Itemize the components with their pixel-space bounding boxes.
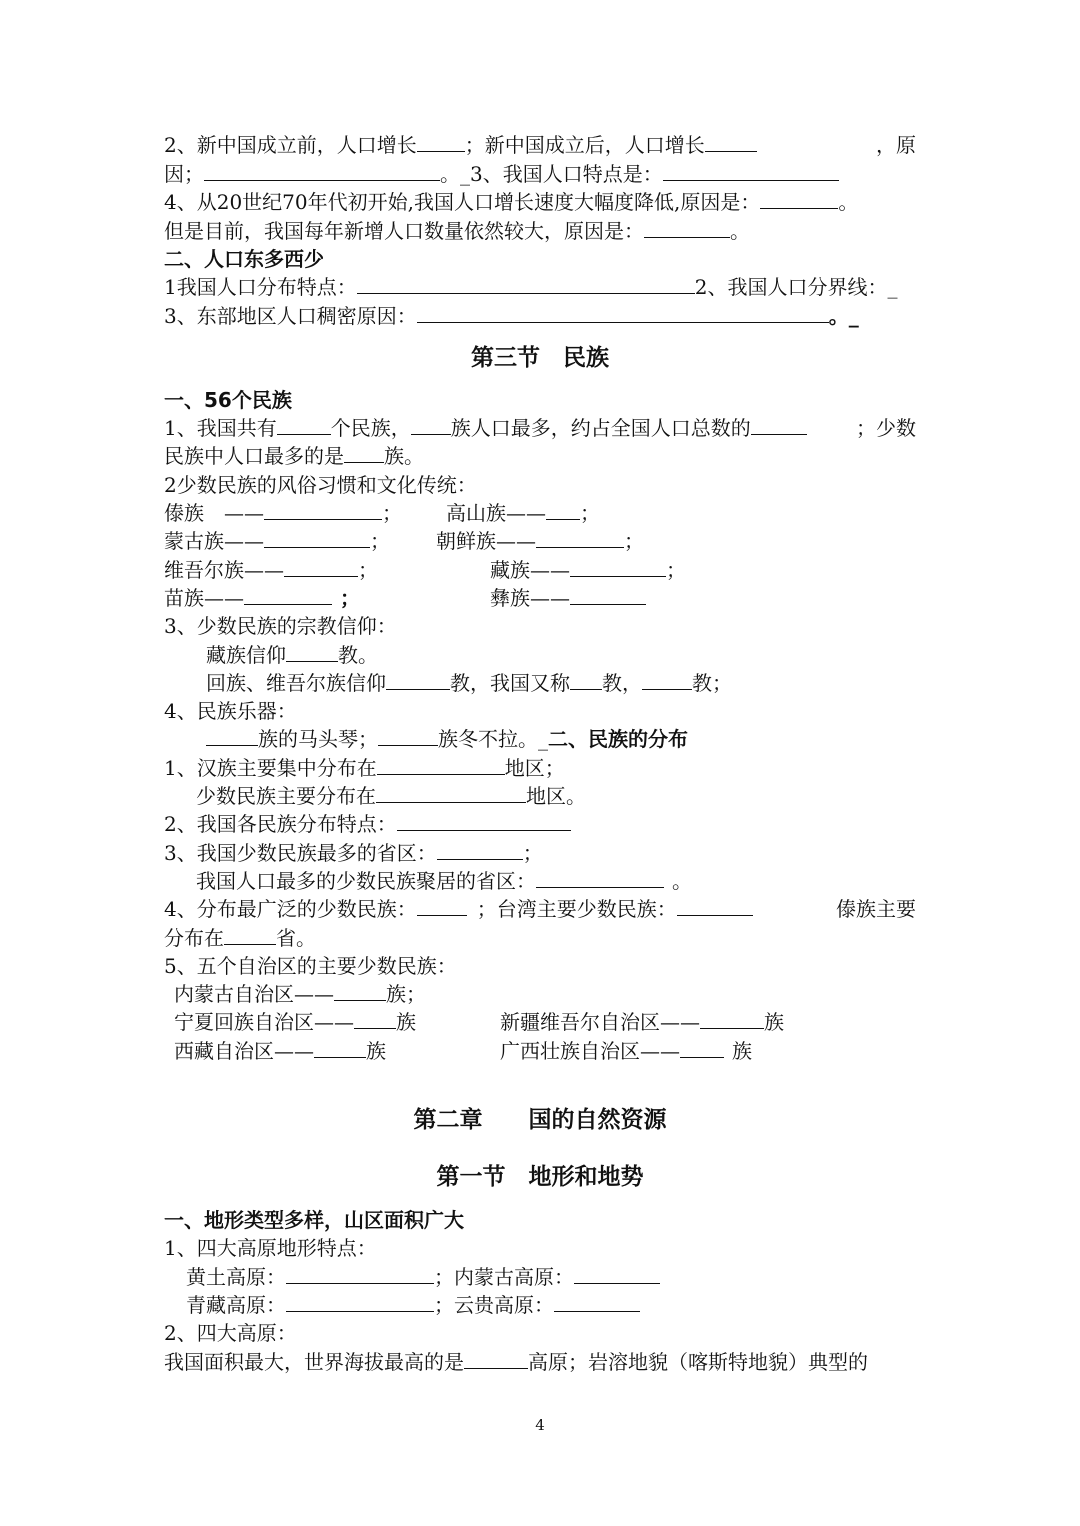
line-instruments: 4、民族乐器： [164,699,297,723]
row-gaoshan [446,499,600,527]
blank[interactable] [286,641,338,662]
text: 蒙古族—— [164,529,264,553]
text: 藏族信仰 [206,643,286,667]
line-most-minorities-province [164,839,543,867]
blank[interactable] [705,131,757,152]
text: 黄土高原： [186,1265,286,1289]
blank[interactable] [357,273,695,294]
text: ； [382,501,402,525]
line-growth-decline [164,188,858,216]
line-east-dense [164,302,859,330]
blank[interactable] [206,725,258,746]
text: 傣族 —— [164,501,264,525]
line-still-large [164,217,750,245]
text: 民族中人口最多的是 [164,444,344,468]
text: 族 [366,1039,386,1063]
line-instruments-detail [206,725,688,753]
line-ethnic-count [164,414,916,442]
text: 。_ [828,304,859,328]
text: 教， [602,671,642,695]
line-largest-minority-province [196,867,692,895]
text: 新疆维吾尔自治区—— [500,1010,700,1034]
blank[interactable] [417,895,467,916]
blank[interactable] [204,160,440,181]
heading-56-ethnic-groups: 一、56个民族 [164,388,292,412]
text: 青藏高原： [186,1293,286,1317]
text: 省。 [276,926,316,950]
blank[interactable] [570,584,646,605]
line-dai-province [164,924,316,952]
text: 。 [838,190,859,214]
text: 3、我国少数民族最多的省区： [164,841,437,865]
line-largest-plateau [164,1348,868,1376]
blank[interactable] [344,442,384,463]
text: 高原；岩溶地貌（喀斯特地貌）典型的 [528,1350,868,1374]
text: 族 [764,1010,784,1034]
text: 3、东部地区人口稠密原因： [164,304,417,328]
text: 地区； [504,756,565,780]
text: 族冬不拉。_ [438,727,548,751]
text: 族人口最多，约占全国人口总数的 [450,416,751,440]
blank[interactable] [264,527,370,548]
blank[interactable] [642,669,692,690]
blank[interactable] [536,867,664,888]
text: 1、我国共有 [164,416,277,440]
text: 彝族—— [490,586,570,610]
row-loess-neimeng [186,1263,660,1291]
blank[interactable] [286,1291,434,1312]
text: 朝鲜族—— [436,529,536,553]
text: 分布在 [164,926,224,950]
text: 族。 [384,444,424,468]
text: ；新中国成立后，人口增长 [464,133,705,157]
blank[interactable] [677,895,753,916]
text: ，原 [876,133,916,157]
text: ；云贵高原： [434,1293,554,1317]
text: 。 [672,869,692,893]
row-weiwuer [164,556,378,584]
section-title-terrain: 第一节 地形和地势 [436,1164,644,1190]
text: ； [666,558,686,582]
row-xinjiang [500,1008,784,1036]
blank[interactable] [464,1348,528,1369]
blank[interactable] [644,217,730,238]
row-zang [490,556,686,584]
blank[interactable] [264,499,382,520]
blank[interactable] [314,1037,366,1058]
text: ；少数 [856,416,916,440]
blank[interactable] [574,1263,660,1284]
text: 个民族， [330,416,411,440]
text: 高山族—— [446,501,546,525]
blank[interactable] [334,980,386,1001]
text: 藏族—— [490,558,570,582]
text: ； [370,529,390,553]
line-population-growth [164,131,916,159]
line-minority-largest [164,442,424,470]
blank[interactable] [751,414,807,435]
text: ；内蒙古高原： [434,1265,574,1289]
text: 族的马头琴； [258,727,378,751]
text: 少数民族主要分布在 [196,784,376,808]
blank[interactable] [760,188,838,209]
text: 苗族—— [164,586,244,610]
blank[interactable] [700,1008,764,1029]
blank[interactable] [554,1291,640,1312]
row-miao [164,584,360,612]
text: 内蒙古自治区—— [174,982,334,1006]
blank[interactable] [244,584,332,605]
text: 维吾尔族—— [164,558,284,582]
text: 因； [164,162,204,186]
line-plateau-features: 1、四大高原地形特点： [164,1236,377,1260]
blank[interactable] [663,160,839,181]
heading-ethnic-distribution: 二、民族的分布 [548,727,688,751]
blank[interactable] [378,725,438,746]
line-minority-distribution [196,782,586,810]
text: 族 [396,1010,416,1034]
row-menggu [164,527,390,555]
line-five-regions: 5、五个自治区的主要少数民族： [164,954,457,978]
text: 西藏自治区—— [174,1039,314,1063]
row-qingzang-yungui [186,1291,640,1319]
text: 我国人口最多的少数民族聚居的省区： [196,869,536,893]
text: ； [522,841,543,865]
row-ningxia [174,1008,416,1036]
line-customs: 2少数民族的风俗习惯和文化传统： [164,473,477,497]
blank[interactable] [354,1008,396,1029]
heading-east-more-west-less: 二、人口东多西少 [164,247,324,271]
row-chaoxian [436,527,644,555]
text: 4、从20世纪70年代初开始,我国人口增长速度大幅度降低,原因是： [164,190,761,214]
text: 宁夏回族自治区—— [174,1010,354,1034]
blank[interactable] [284,556,358,577]
text: ； [580,501,600,525]
line-reason [164,160,839,188]
text: 教； [692,671,732,695]
text: 教。 [338,643,378,667]
section-title-ethnic: 第三节 民族 [471,345,609,371]
text: 2、我国人口分界线：_ [694,275,898,299]
text: 教，我国又称 [450,671,570,695]
text: 但是目前，我国每年新增人口数量依然较大，原因是： [164,219,644,243]
page-number: 4 [535,1416,545,1434]
text: ；台湾主要少数民族： [476,897,677,921]
text: 1、汉族主要集中分布在 [164,756,377,780]
text: 2、我国各民族分布特点： [164,812,397,836]
heading-terrain-types: 一、地形类型多样，山区面积广大 [164,1208,464,1232]
row-inner-mongolia [174,980,426,1008]
row-tibet [174,1037,386,1065]
blank[interactable] [411,414,451,435]
line-four-plateaus: 2、四大高原： [164,1321,297,1345]
row-dai [164,499,402,527]
blank[interactable] [286,1263,434,1284]
blank[interactable] [224,924,276,945]
text: ； [340,586,360,610]
text: ； [358,558,378,582]
text: 族； [386,982,426,1006]
blank[interactable] [377,754,505,775]
line-distribution [164,273,897,301]
blank[interactable] [386,669,450,690]
line-distribution-feature [164,810,571,838]
line-religion: 3、少数民族的宗教信仰： [164,614,397,638]
row-guangxi [500,1037,752,1065]
blank[interactable] [417,302,829,323]
row-yi [490,584,646,612]
text: 2、新中国成立前，人口增长 [164,133,417,157]
blank[interactable] [437,839,523,860]
blank[interactable] [397,810,571,831]
text: 地区。 [526,784,586,808]
chapter-title: 第二章 国的自然资源 [413,1107,667,1133]
blank[interactable] [536,527,624,548]
text: 我国面积最大，世界海拔最高的是 [164,1350,464,1374]
blank[interactable] [680,1037,724,1058]
line-han-distribution [164,754,565,782]
text: 1我国人口分布特点： [164,275,357,299]
text: 回族、维吾尔族信仰 [206,671,386,695]
text: 族 [732,1039,752,1063]
text: 广西壮族自治区—— [500,1039,680,1063]
blank[interactable] [376,782,526,803]
text: 。_3、我国人口特点是： [440,162,663,186]
line-hui-religion [206,669,732,697]
text: 4、分布最广泛的少数民族： [164,897,417,921]
blank[interactable] [570,669,602,690]
text: 。 [730,219,750,243]
line-tibetan-religion [206,641,378,669]
blank[interactable] [546,499,580,520]
line-widespread-minority [164,895,916,923]
blank[interactable] [417,131,465,152]
text: ； [624,529,644,553]
text: 傣族主要 [836,897,916,921]
blank[interactable] [570,556,666,577]
blank[interactable] [277,414,331,435]
